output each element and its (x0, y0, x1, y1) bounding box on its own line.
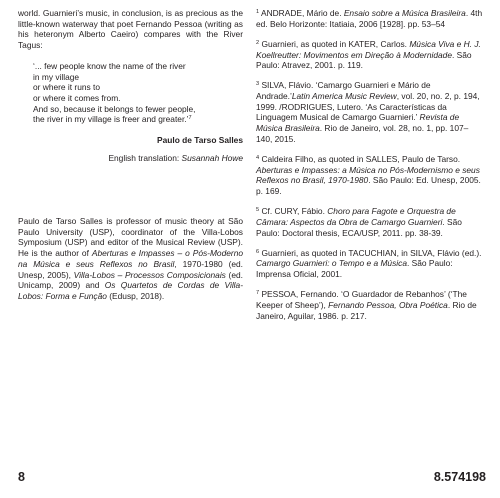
translator-name: Susannah Howe (181, 152, 243, 163)
translation-credit (18, 153, 243, 164)
bio-text-2: , 1970-1980 (ed. Unesp, 2005), (18, 258, 244, 280)
footnote-title: Choro para Fagote e Orquestra de Câmara: Aspectos da Obra de Camargo Guarnieri (256, 206, 456, 227)
poem-quote (33, 61, 243, 125)
footnote-text: SILVA, Flávio. ‘Camargo Guarnieri e Mário de Andrade.’ (256, 80, 431, 101)
footnote-title: Música Viva e H. J. Koellreutter: Movimentos em Direção à Modernidade (256, 38, 481, 60)
footnote-1 (256, 8, 484, 29)
footnote-number: 6 (256, 248, 260, 255)
footnote-text: . Rio de Janeiro, Aguilar, 1986. p. 217. (256, 299, 477, 321)
footnote-title: Aberturas e Impasses: a Música no Pós-Modernismo e seus Reflexos no Brasil, 1970-1980 (256, 164, 480, 186)
footnote-6 (256, 248, 484, 280)
footnote-number: 2 (256, 39, 260, 46)
bio-title-2: Villa-Lobos – Processos Composicionais (73, 269, 226, 280)
footnote-text: . São Paulo: Atravez, 2001. p. 119. (256, 49, 472, 71)
footnote-ref-7: 7 (188, 115, 192, 122)
footnote-text: . São Paulo: Imprensa Oficial, 2001. (256, 258, 453, 280)
bio-text-4: (Edusp, 2018). (106, 290, 165, 301)
footnote-text: Guarnieri, as quoted in KATER, Carlos. (261, 38, 410, 49)
author-bio (18, 216, 243, 302)
footnote-number: 3 (256, 81, 260, 88)
footnote-text: , vol. 20, no. 2, p. 194, 1999. /RODRIGUES, Lutero. ‘As Características da Linguagem Musical de Camargo Guarnieri.’ (256, 91, 480, 123)
poem-line-6 (33, 114, 243, 125)
footnote-number: 4 (256, 154, 260, 161)
footnote-text: Guarnieri, as quoted in TACUCHIAN, in SILVA, Flávio (ed.). (261, 247, 482, 258)
footnote-text: . São Paulo: Doctoral thesis, ECA/USP, 2011. pp. 38-39. (256, 216, 462, 238)
bio-title-3: Os Quartetos de Cordas de Villa-Lobos: Forma e Função (18, 280, 243, 301)
footnote-text: ANDRADE, Mário de. (261, 8, 344, 18)
left-column (18, 8, 243, 163)
footnote-text: . Rio de Janeiro, vol. 28, no. 1, pp. 107–140, 2015. (256, 123, 469, 144)
footnotes-column (256, 8, 484, 331)
footnote-text: . São Paulo: Ed. Unesp, 2005. p. 169. (256, 175, 481, 197)
footnote-5 (256, 206, 484, 238)
footnote-text: PESSOA, Fernando. ‘O Guardador de Rebanhos’ (‘The Keeper of Sheep’), (256, 289, 467, 310)
footnote-title: Ensaio sobre a Música Brasileira (343, 8, 466, 18)
footnote-text: . 4th ed. Belo Horizonte: Itatiaia, 2006 [1928]. pp. 53–54 (256, 8, 483, 29)
footnote-title: Revista de Música Brasileira (256, 112, 460, 134)
footnote-text: Caldeira Filho, as quoted in SALLES, Paulo de Tarso. (261, 153, 461, 164)
footnote-title: Latin America Music Review (291, 91, 397, 101)
poem-line-4: or where it comes from. (33, 92, 121, 103)
author-name: Paulo de Tarso Salles (157, 135, 243, 146)
footnote-number: 1 (256, 9, 260, 15)
translation-prefix: English translation: (108, 152, 182, 163)
bio-title-1: Aberturas e Impasses – o Pós-Moderno na Música e seus Reflexos no Brasil (18, 248, 244, 269)
poem-line-6-text: the river in my village is freer and greater.’ (33, 114, 189, 125)
footnote-7 (256, 289, 484, 321)
poem-line-1: ‘... few people know the name of the river (33, 60, 186, 71)
footnote-title: Camargo Guarnieri: o Tempo e a Música (256, 258, 407, 269)
poem-line-2: in my village (33, 71, 80, 82)
page-number: 8 (18, 470, 25, 484)
poem-line-5: And so, because it belongs to fewer people, (33, 103, 196, 114)
footnote-text: Cf. CURY, Fábio. (261, 206, 328, 217)
bio-text-3: (ed. Unicamp, 2009) and (18, 269, 243, 291)
poem-line-3: or where it runs to (33, 82, 101, 93)
footnote-number: 5 (256, 207, 260, 214)
intro-paragraph: world. Guarnieri’s music, in conclusion, is as precious as the little-known waterway that poet Fernando Pessoa (writing as his heteronym Alberto Caeiro) compares with the River Tagus: (18, 8, 243, 51)
bio-text-1: Paulo de Tarso Salles is professor of music theory at São Paulo University (USP), coordinator of the Villa-Lobos Symposium (USP) and editor of the Musical Review (USP). He is the author of (18, 216, 243, 259)
catalog-number: 8.574198 (433, 470, 486, 484)
footnote-4 (256, 154, 484, 197)
footnote-3 (256, 80, 484, 144)
footnote-number: 7 (256, 290, 260, 297)
footnote-title: Fernando Pessoa, Obra Poética (328, 299, 448, 310)
footnote-2 (256, 39, 484, 71)
